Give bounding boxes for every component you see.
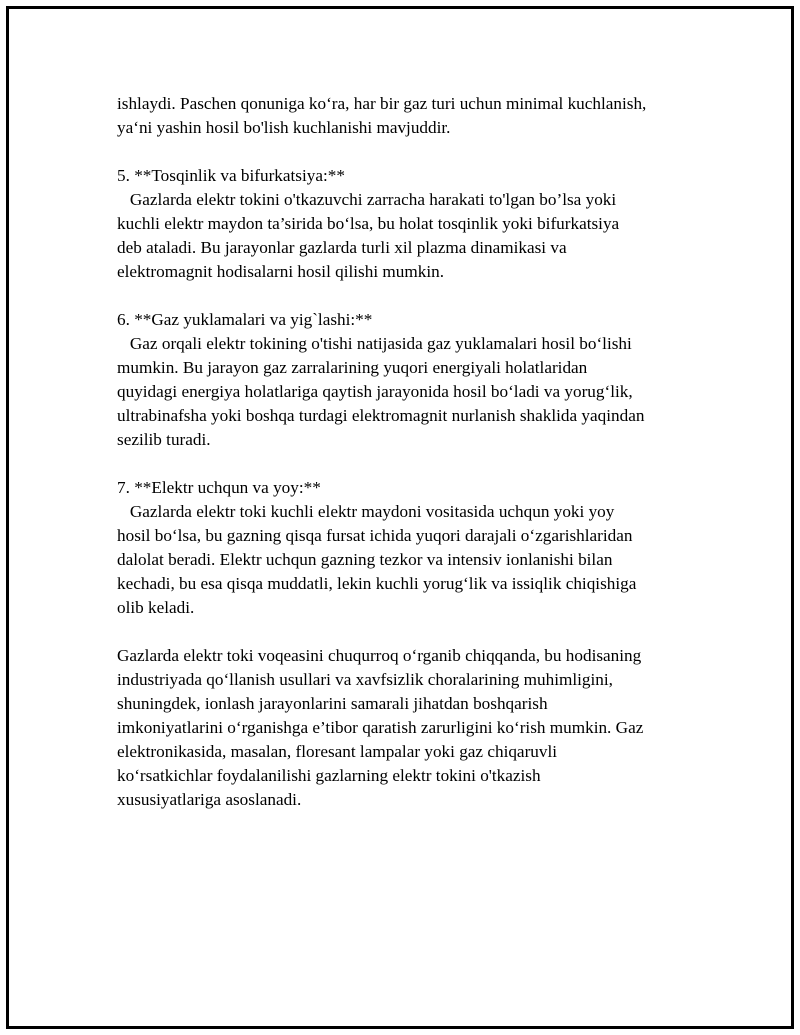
section-6 [117,308,707,452]
text-line: Gazlarda elektr tokini o'tkazuvchi zarracha harakati to'lgan bo’lsa yoki [117,190,617,209]
document-body [117,92,707,812]
text-line: Gaz orqali elektr tokining o'tishi natijasida gaz yuklamalari hosil boʻlishi [117,334,632,353]
text-line: shuningdek, ionlash jarayonlarini samarali jihatdan boshqarish [117,694,548,713]
text-line: hosil boʻlsa, bu gazning qisqa fursat ichida yuqori darajali oʻzgarishlaridan [117,526,633,545]
text-line: kuchli elektr maydon ta’sirida boʻlsa, bu holat tosqinlik yoki bifurkatsiya [117,214,620,233]
text-line: sezilib turadi. [117,430,211,449]
section-heading: 7. **Elektr uchqun va yoy:** [117,478,321,497]
paragraph-gap [117,284,707,308]
paragraph-gap [117,620,707,644]
paragraph-gap [117,452,707,476]
section-7 [117,476,707,620]
text-line: deb ataladi. Bu jarayonlar gazlarda turli xil plazma dinamikasi va [117,238,567,257]
text-line: Gazlarda elektr toki voqeasini chuqurroq oʻrganib chiqqanda, bu hodisaning [117,646,642,665]
paragraph-gap [117,140,707,164]
section-heading: 5. **Tosqinlik va bifurkatsiya:** [117,166,345,185]
paragraph-continuation [117,92,707,140]
text-line: mumkin. Bu jarayon gaz zarralarining yuqori energiyali holatlaridan [117,358,588,377]
text-line: koʻrsatkichlar foydalanilishi gazlarning elektr tokini o'tkazish [117,766,541,785]
text-line: olib keladi. [117,598,195,617]
text-line: elektromagnit hodisalarni hosil qilishi mumkin. [117,262,445,281]
text-line: industriyada qoʻllanish usullari va xavfsizlik choralarining muhimligini, [117,670,613,689]
text-line: Gazlarda elektr toki kuchli elektr maydoni vositasida uchqun yoki yoy [117,502,615,521]
text-line: elektronikasida, masalan, floresant lampalar yoki gaz chiqaruvli [117,742,558,761]
text-line: kechadi, bu esa qisqa muddatli, lekin kuchli yorugʻlik va issiqlik chiqishiga [117,574,637,593]
conclusion-paragraph [117,644,707,812]
text-line: xususiyatlariga asoslanadi. [117,790,302,809]
text-line: dalolat beradi. Elektr uchqun gazning tezkor va intensiv ionlanishi bilan [117,550,613,569]
text-line: ultrabinafsha yoki boshqa turdagi elektromagnit nurlanish shaklida yaqindan [117,406,645,425]
section-heading: 6. **Gaz yuklamalari va yig`lashi:** [117,310,373,329]
text-line: ishlaydi. Paschen qonuniga koʻra, har bir gaz turi uchun minimal kuchlanish, [117,94,647,113]
text-line: yaʻni yashin hosil bo'lish kuchlanishi mavjuddir. [117,118,451,137]
section-5 [117,164,707,284]
text-line: quyidagi energiya holatlariga qaytish jarayonida hosil boʻladi va yorugʻlik, [117,382,633,401]
text-line: imkoniyatlarini oʻrganishga e’tibor qaratish zarurligini koʻrish mumkin. Gaz [117,718,644,737]
